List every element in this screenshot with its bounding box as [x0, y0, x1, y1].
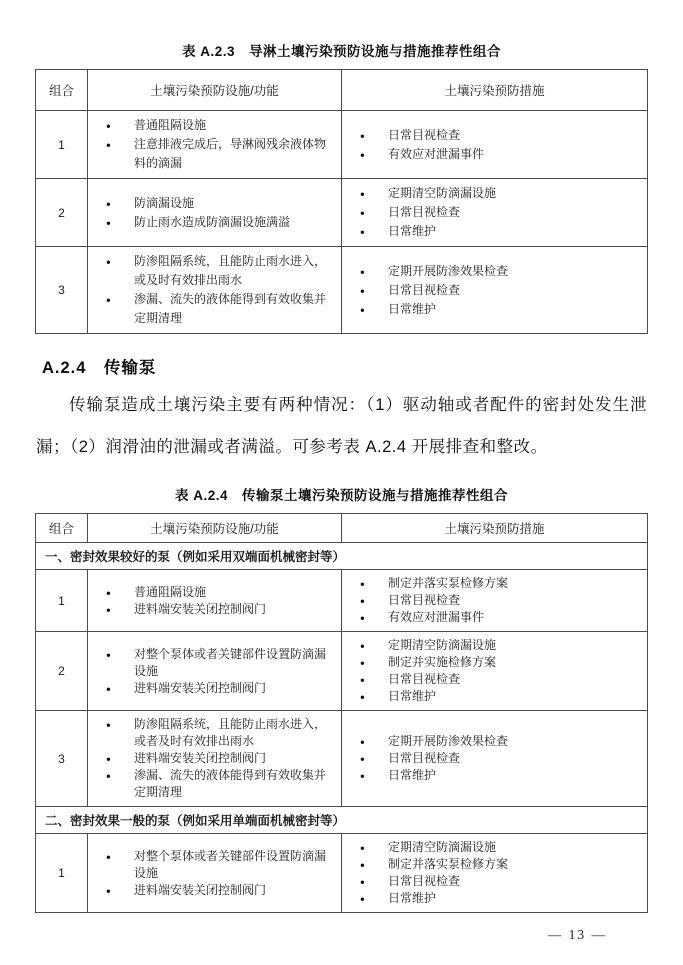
table-body [36, 111, 648, 334]
measure-item-text: 定期清空防滴漏设施 [388, 186, 497, 200]
table-a24 [35, 513, 648, 913]
bullet-icon: ● [360, 692, 365, 702]
measure-item [346, 688, 643, 705]
bullet-icon: ● [106, 852, 111, 861]
measure-item [346, 592, 643, 609]
header-row [36, 70, 648, 111]
column-header: 土壤污染预防设施/功能 [88, 514, 342, 543]
facility-item [92, 135, 337, 173]
bullet-icon: ● [106, 754, 111, 764]
column-header: 组合 [36, 514, 88, 543]
combo-number: 2 [36, 632, 88, 711]
bullet-icon: ● [106, 886, 111, 895]
table-a23-caption: 表 A.2.3 导淋土壤污染预防设施与措施推荐性组合 [181, 44, 502, 59]
bullet-icon: ● [360, 305, 365, 314]
measure-item-text: 定期清空防滴漏设施 [388, 840, 497, 854]
column-header: 土壤污染预防措施 [342, 514, 648, 543]
measure-item [346, 733, 643, 750]
bullet-icon: ● [360, 860, 365, 870]
measure-item-text: 有效应对泄漏事件 [388, 146, 485, 161]
facility-item [92, 116, 337, 135]
combo-number: 1 [36, 834, 88, 913]
facility-item [92, 213, 337, 232]
bullet-icon: ● [360, 613, 365, 623]
facility-item-text: 对整个泵体或者关键部件设置防滴漏设施 [134, 848, 327, 880]
measure-item-text: 日常维护 [388, 891, 437, 905]
bullet-icon: ● [360, 843, 365, 853]
facilities-cell [88, 247, 342, 334]
bullet-icon: ● [360, 658, 365, 668]
measure-item [346, 873, 643, 890]
column-header: 土壤污染预防措施 [342, 70, 648, 111]
measure-item [346, 184, 643, 203]
group-label: 一、密封效果较好的泵（例如采用双端面机械密封等） [36, 543, 648, 570]
bullet-icon: ● [360, 771, 365, 781]
bullet-icon: ● [360, 754, 365, 764]
measure-item [346, 281, 643, 300]
bullet-icon: ● [106, 650, 111, 659]
measure-item [346, 126, 643, 145]
measure-item-text: 制定并落实泵检修方案 [388, 857, 509, 871]
bullet-icon: ● [360, 227, 365, 237]
measure-item-text: 日常维护 [388, 224, 437, 238]
facility-item-text: 防滴漏设施 [134, 195, 195, 210]
measure-item [346, 839, 643, 856]
table-row [36, 632, 648, 711]
bullet-icon: ● [360, 675, 365, 685]
table-row [36, 247, 648, 334]
measure-item-text: 日常维护 [388, 301, 437, 316]
measure-item [346, 300, 643, 319]
bullet-icon: ● [106, 771, 111, 781]
measure-item-text: 定期开展防渗效果检查 [388, 263, 509, 278]
measure-item-text: 制定并落实泵检修方案 [388, 576, 509, 590]
facility-item [92, 290, 337, 328]
bullet-icon: ● [106, 588, 111, 597]
measure-item-text: 日常维护 [388, 689, 437, 703]
measures-cell [342, 632, 648, 711]
facility-item-text: 普通阻隔设施 [134, 118, 207, 132]
table-row [36, 570, 648, 632]
measure-item-text: 日常目视检查 [388, 593, 461, 607]
facility-item [92, 767, 337, 801]
bullet-icon: ● [360, 877, 365, 887]
facility-item [92, 601, 337, 618]
measure-item [346, 609, 643, 626]
measure-item-text: 日常目视检查 [388, 282, 461, 297]
facility-item-text: 渗漏、流失的液体能得到有效收集并定期清理 [134, 768, 327, 799]
facilities-cell [88, 632, 342, 711]
bullet-icon: ● [360, 596, 365, 606]
facility-item-text: 注意排液完成后，导淋阀残余液体物料的滴漏 [134, 137, 327, 170]
measure-item [346, 890, 643, 907]
facility-item-text: 防渗阻隔系统，且能防止雨水进入，或及时有效排出雨水 [134, 254, 327, 287]
facility-item-text: 进料端安装关闭控制阀门 [134, 601, 267, 616]
bullet-icon: ● [360, 189, 365, 199]
measures-cell [342, 179, 648, 247]
facility-item [92, 750, 337, 767]
bullet-icon: ● [360, 579, 365, 589]
measure-item [346, 203, 643, 222]
bullet-icon: ● [106, 121, 111, 131]
measure-item-text: 定期清空防滴漏设施 [388, 638, 497, 652]
bullet-icon: ● [360, 131, 365, 140]
facility-item-text: 防渗阻隔系统，且能防止雨水进入，或者及时有效排出雨水 [134, 717, 327, 748]
column-header: 土壤污染预防设施/功能 [88, 70, 342, 111]
measure-item-text: 日常目视检查 [388, 751, 461, 765]
facility-item [92, 252, 337, 290]
facility-item-text: 渗漏、流失的液体能得到有效收集并定期清理 [134, 292, 327, 325]
table-a23 [35, 69, 648, 334]
facilities-cell [88, 179, 342, 247]
bullet-icon: ● [106, 295, 111, 305]
facility-item-text: 普通阻隔设施 [134, 584, 207, 599]
table-head [36, 514, 648, 543]
facility-item-text: 进料端安装关闭控制阀门 [134, 882, 267, 897]
header-row [36, 514, 648, 543]
bullet-icon: ● [360, 150, 365, 159]
measures-cell [342, 247, 648, 334]
facility-item-text: 进料端安装关闭控制阀门 [134, 680, 267, 695]
table-row [36, 834, 648, 913]
bullet-icon: ● [360, 267, 365, 276]
bullet-icon: ● [360, 208, 365, 218]
group-header-row [36, 807, 648, 834]
combo-number: 3 [36, 247, 88, 334]
bullet-icon: ● [360, 286, 365, 295]
measure-item-text: 日常目视检查 [388, 127, 461, 142]
facilities-cell [88, 570, 342, 632]
measure-item [346, 856, 643, 873]
table-row [36, 179, 648, 247]
bullet-icon: ● [360, 894, 365, 904]
measure-item-text: 日常维护 [388, 768, 437, 782]
section-heading-a24: A.2.4 传输泵 [42, 359, 157, 377]
measure-item-text: 日常目视检查 [388, 672, 461, 686]
measure-item [346, 222, 643, 241]
bullet-icon: ● [106, 140, 111, 150]
table-body [36, 543, 648, 913]
body-paragraph: 传输泵造成土壤污染主要有两种情况：（1）驱动轴或者配件的密封处发生泄漏；（2）润滑油的泄漏或者满溢。可参考表 A.2.4 开展排查和整改。 [36, 396, 647, 456]
bullet-icon: ● [106, 720, 111, 730]
facility-item-text: 对整个泵体或者关键部件设置防滴漏设施 [134, 646, 327, 678]
group-label: 二、密封效果一般的泵（例如采用单端面机械密封等） [36, 807, 648, 834]
measure-item-text: 日常目视检查 [388, 874, 461, 888]
measure-item-text: 定期开展防渗效果检查 [388, 734, 509, 748]
facilities-cell [88, 711, 342, 807]
combo-number: 3 [36, 711, 88, 807]
bullet-icon: ● [360, 641, 365, 651]
facility-item [92, 716, 337, 750]
measures-cell [342, 834, 648, 913]
measures-cell [342, 711, 648, 807]
page-number: — 13 — [547, 927, 607, 942]
facilities-cell [88, 834, 342, 913]
table-row [36, 111, 648, 179]
bullet-icon: ● [106, 257, 111, 267]
measure-item-text: 有效应对泄漏事件 [388, 610, 485, 624]
measure-item [346, 671, 643, 688]
measure-item-text: 制定并实施检修方案 [388, 655, 497, 669]
measure-item [346, 750, 643, 767]
facility-item [92, 584, 337, 601]
bullet-icon: ● [106, 199, 111, 208]
facility-item [92, 680, 337, 697]
group-header-row [36, 543, 648, 570]
measure-item [346, 654, 643, 671]
table-head [36, 70, 648, 111]
measure-item [346, 575, 643, 592]
measures-cell [342, 111, 648, 179]
facility-item [92, 646, 337, 680]
measure-item [346, 145, 643, 164]
bullet-icon: ● [106, 605, 111, 614]
facility-item [92, 194, 337, 213]
facility-item-text: 进料端安装关闭控制阀门 [134, 751, 267, 765]
measures-cell [342, 570, 648, 632]
bullet-icon: ● [106, 218, 111, 227]
facility-item-text: 防止雨水造成防滴漏设施满溢 [134, 214, 291, 229]
measure-item [346, 637, 643, 654]
combo-number: 1 [36, 111, 88, 179]
combo-number: 1 [36, 570, 88, 632]
facility-item [92, 848, 337, 882]
facilities-cell [88, 111, 342, 179]
bullet-icon: ● [360, 737, 365, 747]
table-row [36, 711, 648, 807]
combo-number: 2 [36, 179, 88, 247]
bullet-icon: ● [106, 684, 111, 693]
table-a24-caption: 表 A.2.4 传输泵土壤污染预防设施与措施推荐性组合 [174, 488, 509, 503]
column-header: 组合 [36, 70, 88, 111]
measure-item [346, 262, 643, 281]
measure-item [346, 767, 643, 784]
facility-item [92, 882, 337, 899]
measure-item-text: 日常目视检查 [388, 205, 461, 219]
